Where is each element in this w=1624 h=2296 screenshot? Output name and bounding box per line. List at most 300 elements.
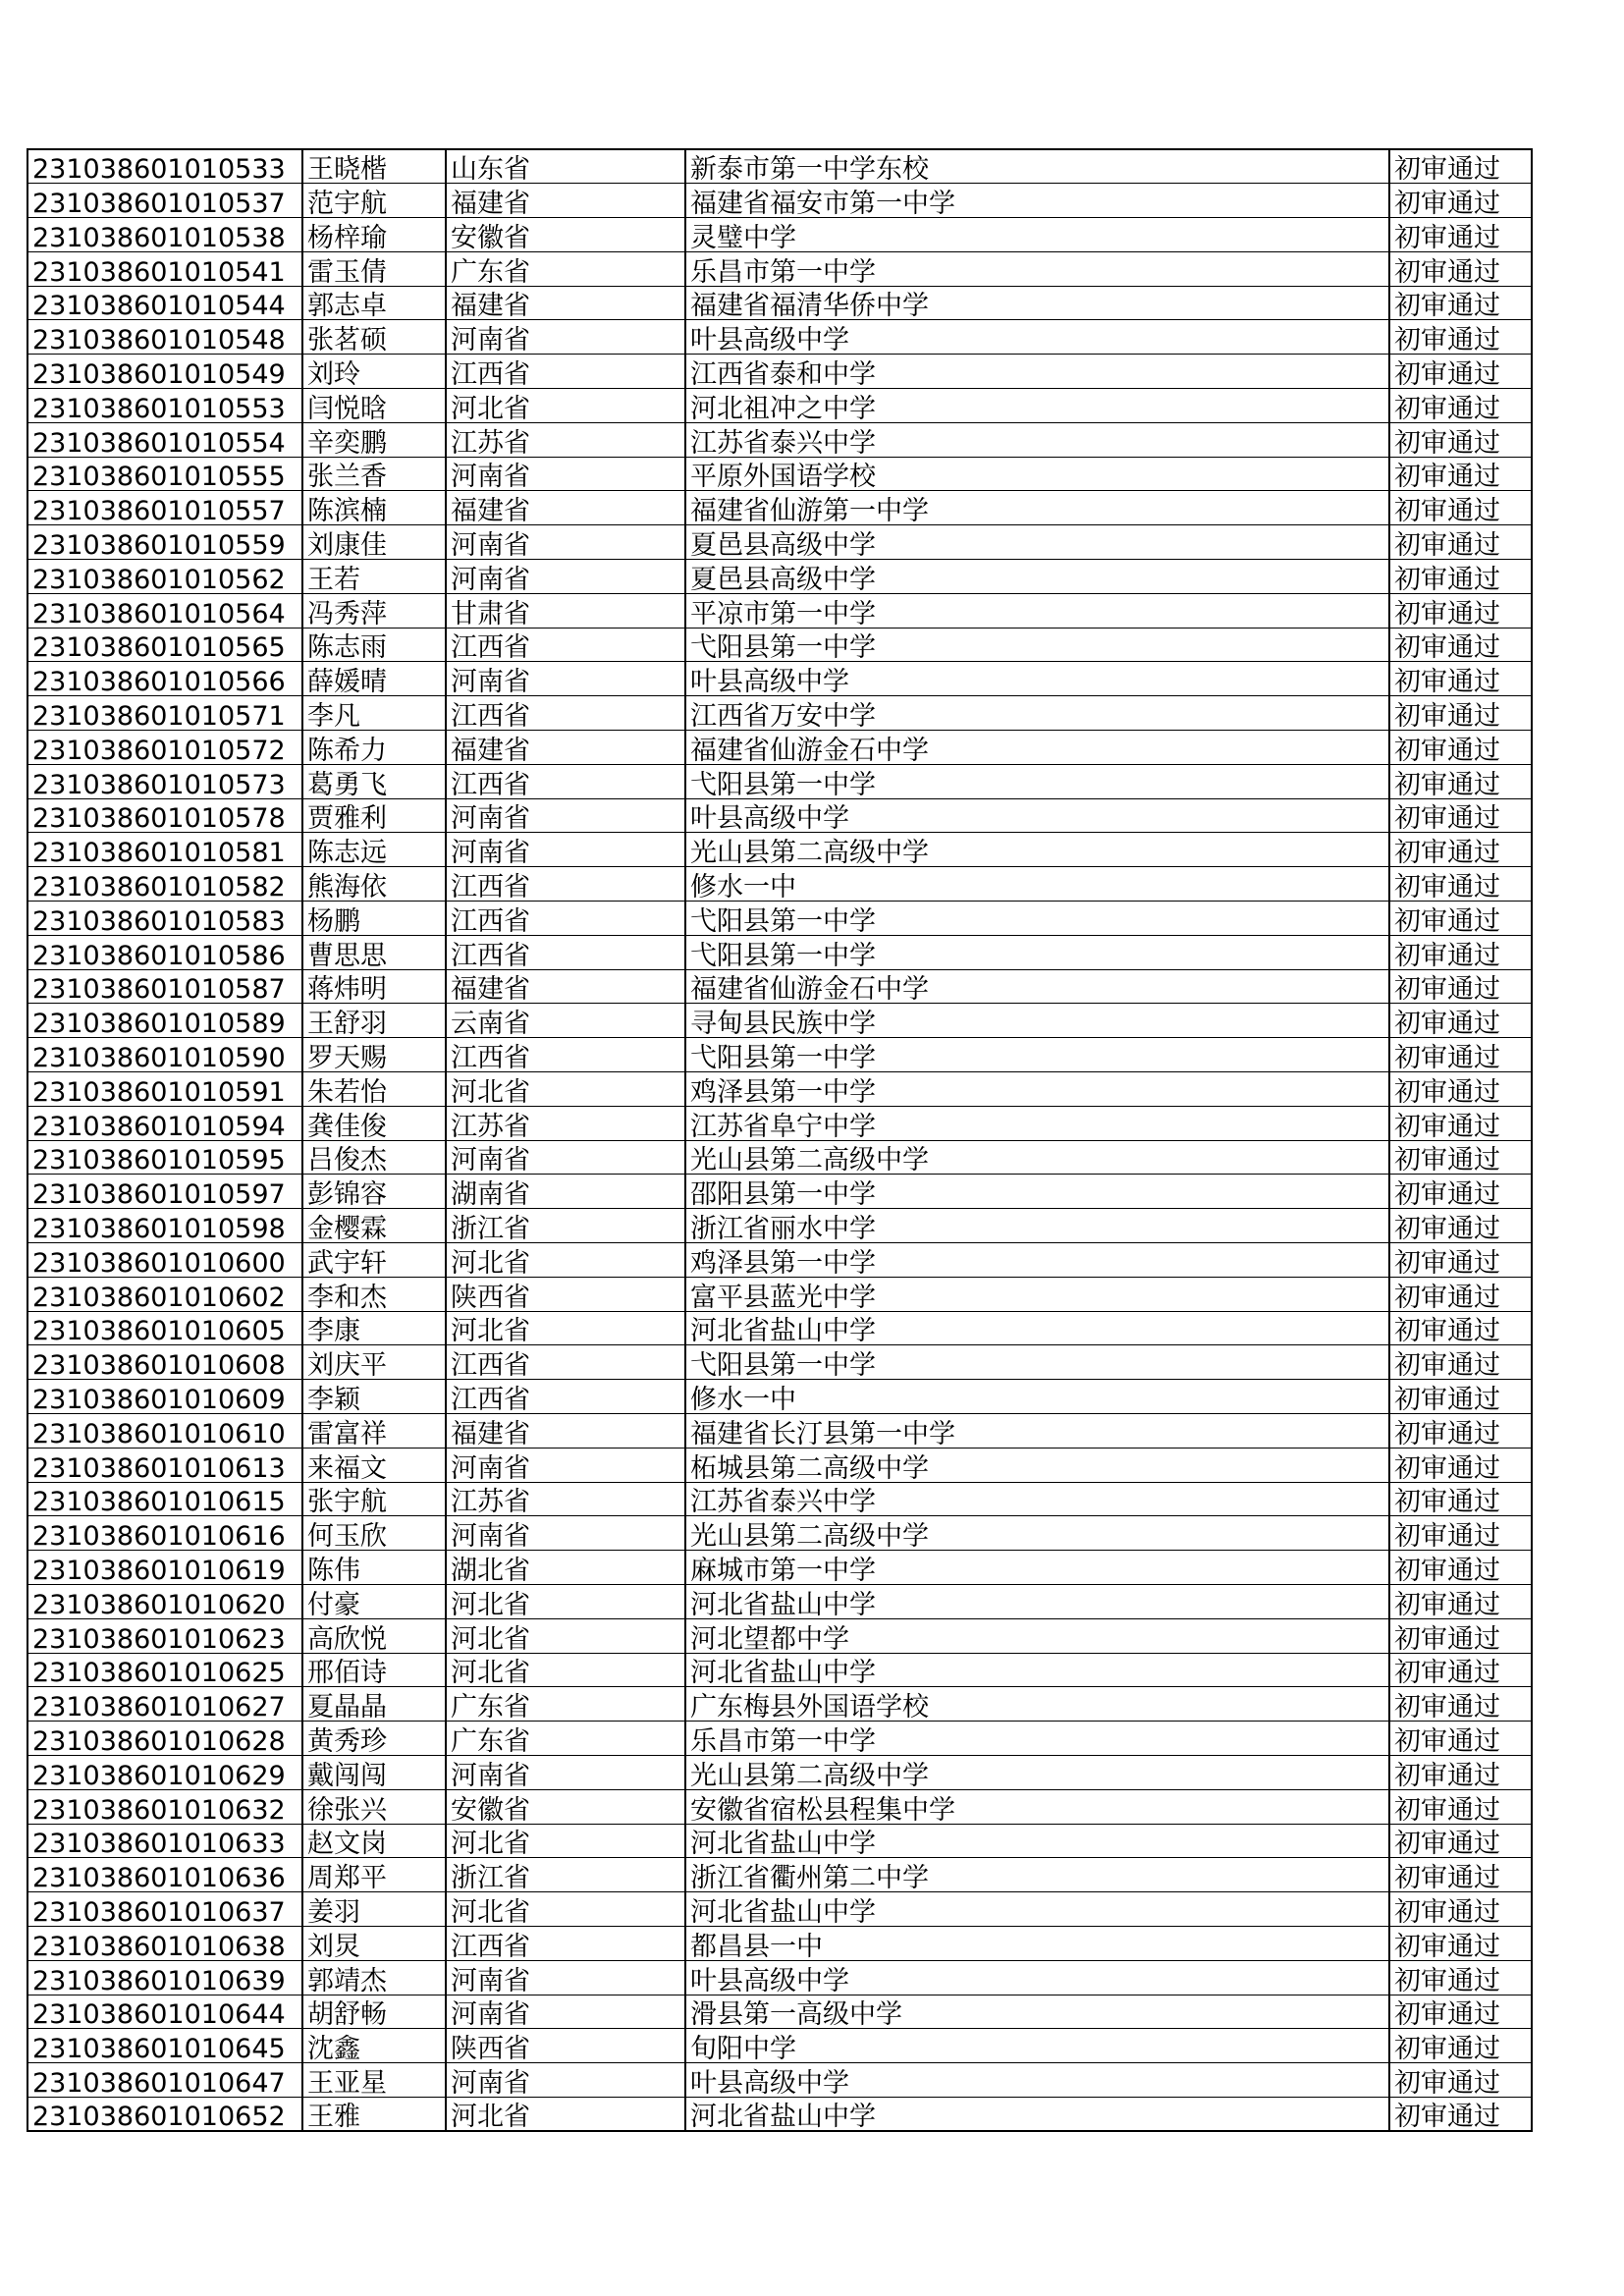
school-cell: 都昌县一中 <box>685 1926 1389 1960</box>
status-cell: 初审通过 <box>1389 1038 1532 1072</box>
table-row <box>27 1789 1532 1824</box>
exam-id-cell: 231038601010582 <box>27 867 302 902</box>
table-row <box>27 1722 1532 1756</box>
name-cell: 陈伟 <box>302 1551 446 1585</box>
table-row <box>27 1448 1532 1482</box>
name-cell: 彭锦容 <box>302 1175 446 1209</box>
province-cell: 福建省 <box>446 184 685 218</box>
status-cell: 初审通过 <box>1389 731 1532 765</box>
school-cell: 福建省仙游第一中学 <box>685 491 1389 525</box>
province-cell: 河北省 <box>446 1653 685 1687</box>
status-cell: 初审通过 <box>1389 935 1532 969</box>
school-cell: 光山县第二高级中学 <box>685 1516 1389 1551</box>
status-cell: 初审通过 <box>1389 355 1532 389</box>
status-cell: 初审通过 <box>1389 1824 1532 1858</box>
status-cell: 初审通过 <box>1389 1618 1532 1653</box>
school-cell: 河北省盐山中学 <box>685 1653 1389 1687</box>
exam-id-cell: 231038601010595 <box>27 1140 302 1175</box>
exam-id-cell: 231038601010608 <box>27 1345 302 1380</box>
status-cell: 初审通过 <box>1389 320 1532 355</box>
name-cell: 雷玉倩 <box>302 251 446 286</box>
status-cell: 初审通过 <box>1389 902 1532 936</box>
exam-id-cell: 231038601010533 <box>27 149 302 184</box>
status-cell: 初审通过 <box>1389 1413 1532 1448</box>
status-cell: 初审通过 <box>1389 457 1532 491</box>
province-cell: 湖北省 <box>446 1551 685 1585</box>
table-row <box>27 389 1532 423</box>
exam-id-cell: 231038601010587 <box>27 969 302 1004</box>
school-cell: 福建省福安市第一中学 <box>685 184 1389 218</box>
table-row <box>27 1106 1532 1140</box>
province-cell: 河南省 <box>446 1960 685 1995</box>
exam-id-cell: 231038601010589 <box>27 1004 302 1038</box>
status-cell: 初审通过 <box>1389 969 1532 1004</box>
school-cell: 福建省长汀县第一中学 <box>685 1413 1389 1448</box>
school-cell: 弋阳县第一中学 <box>685 764 1389 798</box>
province-cell: 陕西省 <box>446 1277 685 1311</box>
table-row <box>27 1413 1532 1448</box>
school-cell: 叶县高级中学 <box>685 662 1389 696</box>
school-cell: 夏邑县高级中学 <box>685 525 1389 560</box>
name-cell: 贾雅利 <box>302 798 446 833</box>
exam-id-cell: 231038601010559 <box>27 525 302 560</box>
school-cell: 光山县第二高级中学 <box>685 833 1389 867</box>
school-cell: 寻甸县民族中学 <box>685 1004 1389 1038</box>
province-cell: 陕西省 <box>446 2029 685 2063</box>
school-cell: 福建省仙游金石中学 <box>685 731 1389 765</box>
exam-id-cell: 231038601010633 <box>27 1824 302 1858</box>
table-row <box>27 1755 1532 1789</box>
exam-id-cell: 231038601010549 <box>27 355 302 389</box>
province-cell: 广东省 <box>446 1687 685 1722</box>
province-cell: 江苏省 <box>446 422 685 457</box>
school-cell: 弋阳县第一中学 <box>685 628 1389 662</box>
status-cell: 初审通过 <box>1389 218 1532 252</box>
exam-id-cell: 231038601010636 <box>27 1858 302 1892</box>
name-cell: 范宇航 <box>302 184 446 218</box>
school-cell: 光山县第二高级中学 <box>685 1755 1389 1789</box>
table-row <box>27 218 1532 252</box>
exam-id-cell: 231038601010619 <box>27 1551 302 1585</box>
name-cell: 郭靖杰 <box>302 1960 446 1995</box>
name-cell: 葛勇飞 <box>302 764 446 798</box>
name-cell: 何玉欣 <box>302 1516 446 1551</box>
province-cell: 江西省 <box>446 902 685 936</box>
school-cell: 平凉市第一中学 <box>685 593 1389 628</box>
province-cell: 山东省 <box>446 149 685 184</box>
status-cell: 初审通过 <box>1389 1995 1532 2029</box>
exam-id-cell: 231038601010632 <box>27 1789 302 1824</box>
table-row <box>27 149 1532 184</box>
school-cell: 滑县第一高级中学 <box>685 1995 1389 2029</box>
school-cell: 福建省仙游金石中学 <box>685 969 1389 1004</box>
province-cell: 江西省 <box>446 628 685 662</box>
table-row <box>27 491 1532 525</box>
status-cell: 初审通过 <box>1389 422 1532 457</box>
exam-id-cell: 231038601010578 <box>27 798 302 833</box>
school-cell: 弋阳县第一中学 <box>685 1038 1389 1072</box>
exam-id-cell: 231038601010586 <box>27 935 302 969</box>
table-row <box>27 2063 1532 2098</box>
table-row <box>27 1380 1532 1414</box>
province-cell: 河南省 <box>446 2063 685 2098</box>
table-row <box>27 1038 1532 1072</box>
school-cell: 河北省盐山中学 <box>685 1892 1389 1927</box>
exam-id-cell: 231038601010594 <box>27 1106 302 1140</box>
province-cell: 河北省 <box>446 1072 685 1107</box>
exam-id-cell: 231038601010609 <box>27 1380 302 1414</box>
candidate-table-body <box>27 149 1532 2131</box>
school-cell: 河北祖冲之中学 <box>685 389 1389 423</box>
school-cell: 修水一中 <box>685 1380 1389 1414</box>
status-cell: 初审通过 <box>1389 696 1532 731</box>
exam-id-cell: 231038601010562 <box>27 560 302 594</box>
school-cell: 邵阳县第一中学 <box>685 1175 1389 1209</box>
school-cell: 柘城县第二高级中学 <box>685 1448 1389 1482</box>
school-cell: 旬阳中学 <box>685 2029 1389 2063</box>
province-cell: 河北省 <box>446 389 685 423</box>
table-row <box>27 1858 1532 1892</box>
table-row <box>27 286 1532 320</box>
name-cell: 张宇航 <box>302 1482 446 1516</box>
status-cell: 初审通过 <box>1389 1516 1532 1551</box>
exam-id-cell: 231038601010581 <box>27 833 302 867</box>
province-cell: 河南省 <box>446 1516 685 1551</box>
table-row <box>27 1618 1532 1653</box>
school-cell: 河北省盐山中学 <box>685 2097 1389 2131</box>
province-cell: 福建省 <box>446 491 685 525</box>
name-cell: 金樱霖 <box>302 1209 446 1243</box>
status-cell: 初审通过 <box>1389 286 1532 320</box>
table-row <box>27 902 1532 936</box>
province-cell: 安徽省 <box>446 218 685 252</box>
status-cell: 初审通过 <box>1389 1277 1532 1311</box>
table-row <box>27 662 1532 696</box>
province-cell: 甘肃省 <box>446 593 685 628</box>
school-cell: 河北省盐山中学 <box>685 1584 1389 1618</box>
name-cell: 来福文 <box>302 1448 446 1482</box>
exam-id-cell: 231038601010602 <box>27 1277 302 1311</box>
name-cell: 付豪 <box>302 1584 446 1618</box>
table-row <box>27 1311 1532 1345</box>
name-cell: 姜羽 <box>302 1892 446 1927</box>
province-cell: 福建省 <box>446 969 685 1004</box>
province-cell: 江西省 <box>446 1926 685 1960</box>
status-cell: 初审通过 <box>1389 1175 1532 1209</box>
table-row <box>27 1072 1532 1107</box>
table-row <box>27 525 1532 560</box>
table-row <box>27 833 1532 867</box>
table-row <box>27 1892 1532 1927</box>
name-cell: 陈志雨 <box>302 628 446 662</box>
exam-id-cell: 231038601010645 <box>27 2029 302 2063</box>
school-cell: 江苏省泰兴中学 <box>685 1482 1389 1516</box>
table-row <box>27 1175 1532 1209</box>
province-cell: 河南省 <box>446 457 685 491</box>
school-cell: 河北省盐山中学 <box>685 1824 1389 1858</box>
province-cell: 江西省 <box>446 1345 685 1380</box>
province-cell: 河南省 <box>446 1140 685 1175</box>
table-row <box>27 320 1532 355</box>
table-row <box>27 1551 1532 1585</box>
name-cell: 陈志远 <box>302 833 446 867</box>
exam-id-cell: 231038601010554 <box>27 422 302 457</box>
province-cell: 河南省 <box>446 1448 685 1482</box>
status-cell: 初审通过 <box>1389 1311 1532 1345</box>
name-cell: 戴闯闯 <box>302 1755 446 1789</box>
exam-id-cell: 231038601010583 <box>27 902 302 936</box>
exam-id-cell: 231038601010537 <box>27 184 302 218</box>
province-cell: 河南省 <box>446 833 685 867</box>
school-cell: 安徽省宿松县程集中学 <box>685 1789 1389 1824</box>
name-cell: 黄秀珍 <box>302 1722 446 1756</box>
province-cell: 河北省 <box>446 1618 685 1653</box>
table-row <box>27 1584 1532 1618</box>
name-cell: 李和杰 <box>302 1277 446 1311</box>
province-cell: 安徽省 <box>446 1789 685 1824</box>
province-cell: 河北省 <box>446 1584 685 1618</box>
exam-id-cell: 231038601010572 <box>27 731 302 765</box>
name-cell: 朱若怡 <box>302 1072 446 1107</box>
school-cell: 灵璧中学 <box>685 218 1389 252</box>
status-cell: 初审通过 <box>1389 1551 1532 1585</box>
school-cell: 河北省盐山中学 <box>685 1311 1389 1345</box>
province-cell: 河南省 <box>446 320 685 355</box>
exam-id-cell: 231038601010538 <box>27 218 302 252</box>
candidate-table <box>27 148 1533 2132</box>
exam-id-cell: 231038601010566 <box>27 662 302 696</box>
school-cell: 光山县第二高级中学 <box>685 1140 1389 1175</box>
status-cell: 初审通过 <box>1389 628 1532 662</box>
table-row <box>27 251 1532 286</box>
school-cell: 江苏省阜宁中学 <box>685 1106 1389 1140</box>
school-cell: 鸡泽县第一中学 <box>685 1072 1389 1107</box>
table-row <box>27 2029 1532 2063</box>
school-cell: 弋阳县第一中学 <box>685 902 1389 936</box>
name-cell: 闫悦晗 <box>302 389 446 423</box>
school-cell: 富平县蓝光中学 <box>685 1277 1389 1311</box>
status-cell: 初审通过 <box>1389 1072 1532 1107</box>
table-row <box>27 867 1532 902</box>
province-cell: 广东省 <box>446 1722 685 1756</box>
table-row <box>27 1345 1532 1380</box>
province-cell: 云南省 <box>446 1004 685 1038</box>
province-cell: 江西省 <box>446 696 685 731</box>
name-cell: 王亚星 <box>302 2063 446 2098</box>
school-cell: 平原外国语学校 <box>685 457 1389 491</box>
table-row <box>27 764 1532 798</box>
name-cell: 沈鑫 <box>302 2029 446 2063</box>
name-cell: 李颖 <box>302 1380 446 1414</box>
province-cell: 福建省 <box>446 1413 685 1448</box>
province-cell: 湖南省 <box>446 1175 685 1209</box>
province-cell: 河北省 <box>446 1892 685 1927</box>
status-cell: 初审通过 <box>1389 1755 1532 1789</box>
table-row <box>27 935 1532 969</box>
school-cell: 鸡泽县第一中学 <box>685 1243 1389 1278</box>
name-cell: 罗天赐 <box>302 1038 446 1072</box>
name-cell: 张兰香 <box>302 457 446 491</box>
status-cell: 初审通过 <box>1389 867 1532 902</box>
table-row <box>27 1209 1532 1243</box>
name-cell: 龚佳俊 <box>302 1106 446 1140</box>
exam-id-cell: 231038601010628 <box>27 1722 302 1756</box>
table-row <box>27 798 1532 833</box>
province-cell: 江西省 <box>446 1380 685 1414</box>
exam-id-cell: 231038601010647 <box>27 2063 302 2098</box>
name-cell: 武宇轩 <box>302 1243 446 1278</box>
name-cell: 赵文岗 <box>302 1824 446 1858</box>
status-cell: 初审通过 <box>1389 1140 1532 1175</box>
table-row <box>27 696 1532 731</box>
school-cell: 河北望都中学 <box>685 1618 1389 1653</box>
exam-id-cell: 231038601010644 <box>27 1995 302 2029</box>
table-row <box>27 422 1532 457</box>
name-cell: 陈希力 <box>302 731 446 765</box>
name-cell: 薛媛晴 <box>302 662 446 696</box>
exam-id-cell: 231038601010639 <box>27 1960 302 1995</box>
province-cell: 福建省 <box>446 731 685 765</box>
exam-id-cell: 231038601010620 <box>27 1584 302 1618</box>
status-cell: 初审通过 <box>1389 798 1532 833</box>
status-cell: 初审通过 <box>1389 560 1532 594</box>
province-cell: 河北省 <box>446 1311 685 1345</box>
name-cell: 刘康佳 <box>302 525 446 560</box>
school-cell: 乐昌市第一中学 <box>685 251 1389 286</box>
table-row <box>27 731 1532 765</box>
exam-id-cell: 231038601010616 <box>27 1516 302 1551</box>
school-cell: 弋阳县第一中学 <box>685 935 1389 969</box>
table-row <box>27 355 1532 389</box>
exam-id-cell: 231038601010600 <box>27 1243 302 1278</box>
exam-id-cell: 231038601010605 <box>27 1311 302 1345</box>
province-cell: 广东省 <box>446 251 685 286</box>
exam-id-cell: 231038601010615 <box>27 1482 302 1516</box>
status-cell: 初审通过 <box>1389 1004 1532 1038</box>
province-cell: 江西省 <box>446 355 685 389</box>
name-cell: 刘炅 <box>302 1926 446 1960</box>
province-cell: 河南省 <box>446 1995 685 2029</box>
status-cell: 初审通过 <box>1389 833 1532 867</box>
table-row <box>27 628 1532 662</box>
name-cell: 辛奕鹏 <box>302 422 446 457</box>
exam-id-cell: 231038601010591 <box>27 1072 302 1107</box>
exam-id-cell: 231038601010610 <box>27 1413 302 1448</box>
name-cell: 雷富祥 <box>302 1413 446 1448</box>
table-row <box>27 969 1532 1004</box>
school-cell: 叶县高级中学 <box>685 320 1389 355</box>
exam-id-cell: 231038601010598 <box>27 1209 302 1243</box>
exam-id-cell: 231038601010623 <box>27 1618 302 1653</box>
school-cell: 福建省福清华侨中学 <box>685 286 1389 320</box>
province-cell: 江西省 <box>446 867 685 902</box>
exam-id-cell: 231038601010564 <box>27 593 302 628</box>
school-cell: 夏邑县高级中学 <box>685 560 1389 594</box>
table-row <box>27 1960 1532 1995</box>
status-cell: 初审通过 <box>1389 251 1532 286</box>
name-cell: 徐张兴 <box>302 1789 446 1824</box>
province-cell: 河北省 <box>446 2097 685 2131</box>
status-cell: 初审通过 <box>1389 389 1532 423</box>
school-cell: 麻城市第一中学 <box>685 1551 1389 1585</box>
school-cell: 江苏省泰兴中学 <box>685 422 1389 457</box>
province-cell: 河南省 <box>446 525 685 560</box>
school-cell: 浙江省衢州第二中学 <box>685 1858 1389 1892</box>
status-cell: 初审通过 <box>1389 1789 1532 1824</box>
exam-id-cell: 231038601010555 <box>27 457 302 491</box>
table-row <box>27 560 1532 594</box>
status-cell: 初审通过 <box>1389 2029 1532 2063</box>
province-cell: 河北省 <box>446 1824 685 1858</box>
province-cell: 浙江省 <box>446 1209 685 1243</box>
table-row <box>27 1516 1532 1551</box>
status-cell: 初审通过 <box>1389 1380 1532 1414</box>
school-cell: 修水一中 <box>685 867 1389 902</box>
status-cell: 初审通过 <box>1389 1209 1532 1243</box>
name-cell: 杨鹏 <box>302 902 446 936</box>
exam-id-cell: 231038601010625 <box>27 1653 302 1687</box>
table-row <box>27 1653 1532 1687</box>
school-cell: 叶县高级中学 <box>685 2063 1389 2098</box>
exam-id-cell: 231038601010652 <box>27 2097 302 2131</box>
province-cell: 河南省 <box>446 798 685 833</box>
province-cell: 浙江省 <box>446 1858 685 1892</box>
exam-id-cell: 231038601010638 <box>27 1926 302 1960</box>
status-cell: 初审通过 <box>1389 184 1532 218</box>
name-cell: 熊海依 <box>302 867 446 902</box>
exam-id-cell: 231038601010613 <box>27 1448 302 1482</box>
name-cell: 夏晶晶 <box>302 1687 446 1722</box>
school-cell: 广东梅县外国语学校 <box>685 1687 1389 1722</box>
table-row <box>27 184 1532 218</box>
exam-id-cell: 231038601010597 <box>27 1175 302 1209</box>
exam-id-cell: 231038601010571 <box>27 696 302 731</box>
status-cell: 初审通过 <box>1389 149 1532 184</box>
name-cell: 李凡 <box>302 696 446 731</box>
status-cell: 初审通过 <box>1389 1106 1532 1140</box>
name-cell: 王晓楷 <box>302 149 446 184</box>
table-row <box>27 1926 1532 1960</box>
name-cell: 王若 <box>302 560 446 594</box>
name-cell: 刘玲 <box>302 355 446 389</box>
status-cell: 初审通过 <box>1389 1960 1532 1995</box>
status-cell: 初审通过 <box>1389 1653 1532 1687</box>
name-cell: 胡舒畅 <box>302 1995 446 2029</box>
status-cell: 初审通过 <box>1389 1482 1532 1516</box>
name-cell: 吕俊杰 <box>302 1140 446 1175</box>
school-cell: 弋阳县第一中学 <box>685 1345 1389 1380</box>
status-cell: 初审通过 <box>1389 1892 1532 1927</box>
province-cell: 江苏省 <box>446 1482 685 1516</box>
name-cell: 王雅 <box>302 2097 446 2131</box>
province-cell: 江西省 <box>446 1038 685 1072</box>
table-row <box>27 1995 1532 2029</box>
table-row <box>27 1243 1532 1278</box>
table-row <box>27 1004 1532 1038</box>
province-cell: 福建省 <box>446 286 685 320</box>
name-cell: 张茗硕 <box>302 320 446 355</box>
name-cell: 周郑平 <box>302 1858 446 1892</box>
school-cell: 叶县高级中学 <box>685 1960 1389 1995</box>
table-row <box>27 2097 1532 2131</box>
exam-id-cell: 231038601010565 <box>27 628 302 662</box>
exam-id-cell: 231038601010590 <box>27 1038 302 1072</box>
province-cell: 江西省 <box>446 935 685 969</box>
province-cell: 河南省 <box>446 1755 685 1789</box>
table-row <box>27 1277 1532 1311</box>
status-cell: 初审通过 <box>1389 1722 1532 1756</box>
status-cell: 初审通过 <box>1389 1243 1532 1278</box>
